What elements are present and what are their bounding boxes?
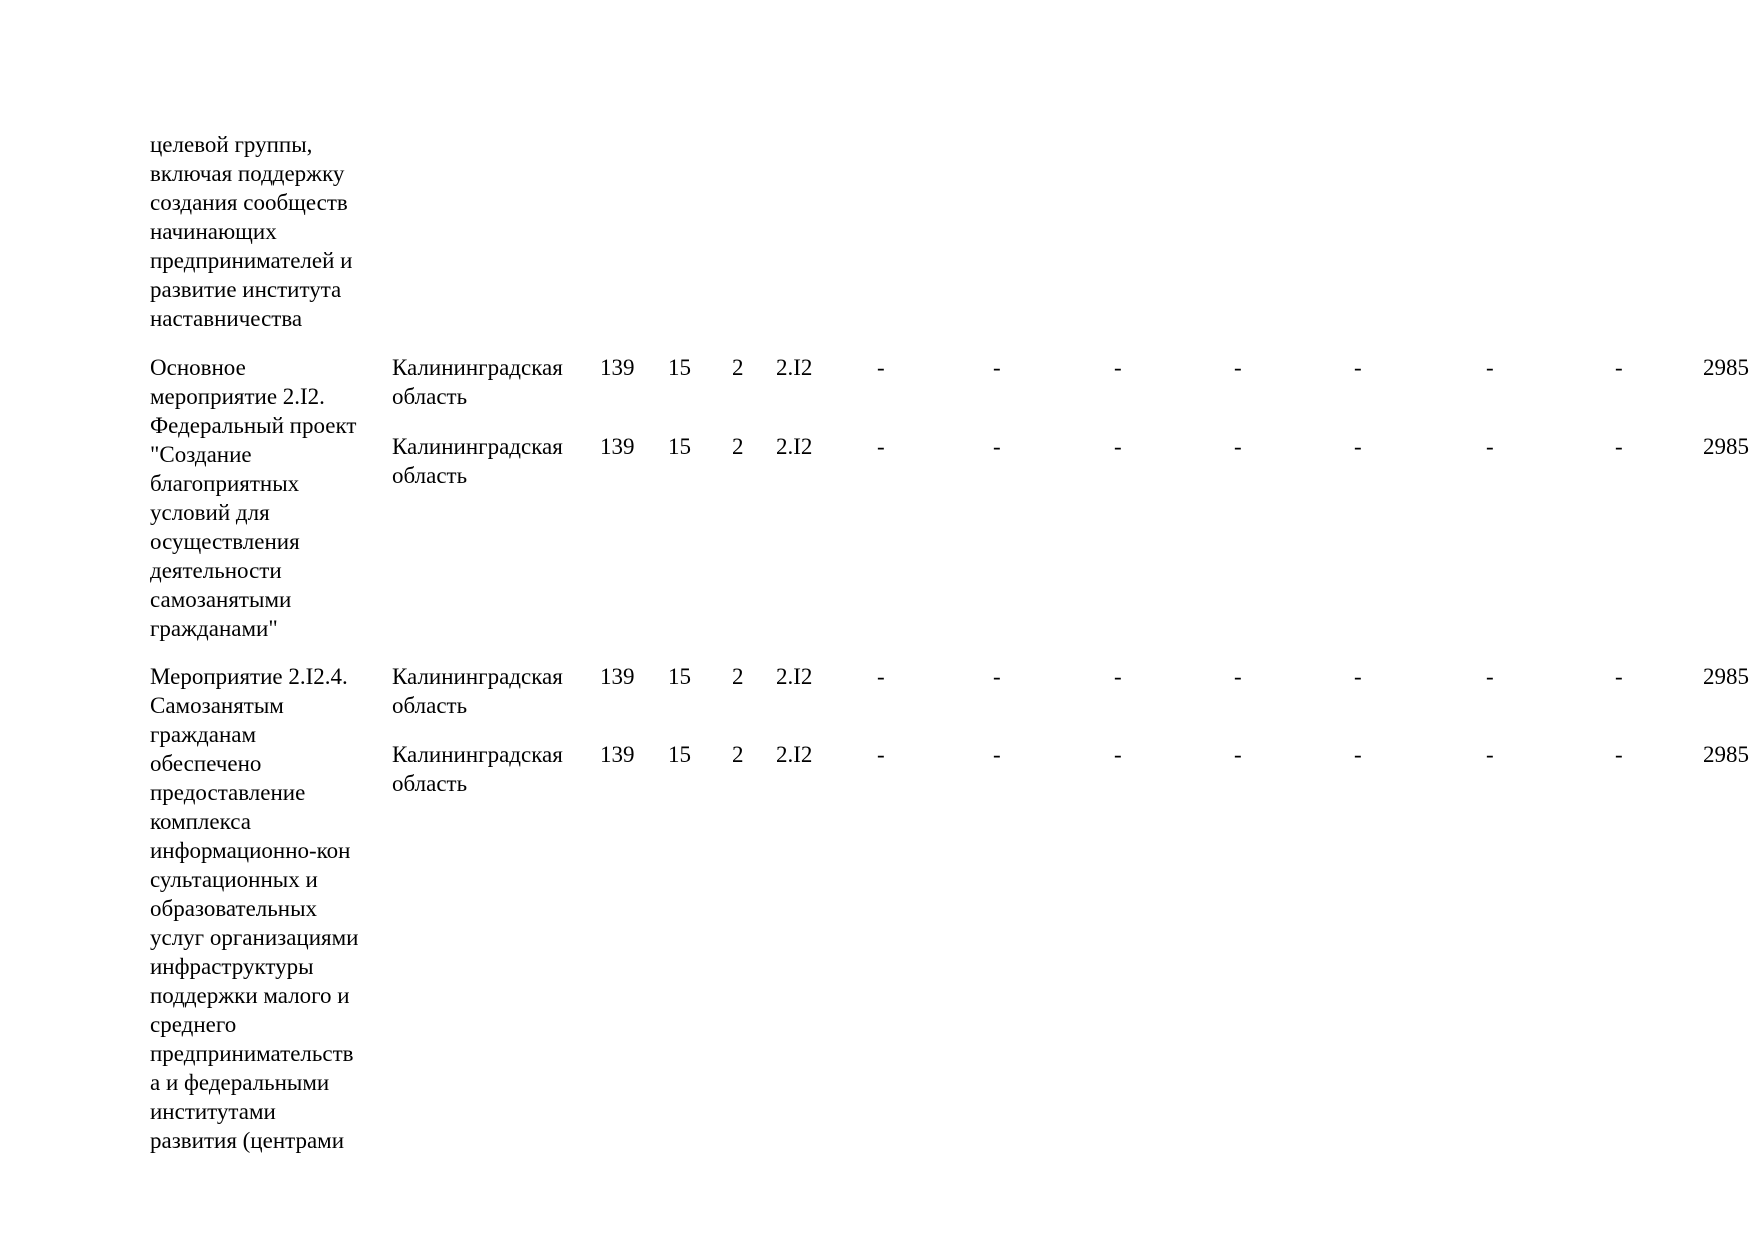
target-group-description: [150, 130, 380, 333]
text-line: осуществления: [150, 529, 300, 554]
dash-cell: -: [993, 742, 1001, 767]
dash-cell: -: [1354, 664, 1362, 689]
text-line: поддержки малого и: [150, 983, 350, 1008]
text-line: Основное: [150, 355, 246, 380]
text-line: развитие института: [150, 277, 342, 302]
region-name: Калининградская: [392, 434, 563, 459]
dash-cell: -: [1486, 664, 1494, 689]
text-line: среднего: [150, 1012, 237, 1037]
dash-cell: -: [877, 742, 885, 767]
text-line: Самозанятым: [150, 693, 284, 718]
dash-cell: -: [1486, 434, 1494, 459]
text-line: начинающих: [150, 219, 277, 244]
text-line: предоставление: [150, 780, 306, 805]
code-cell: 2: [732, 434, 744, 459]
text-line: самозанятыми: [150, 587, 292, 612]
dash-cell: -: [1486, 355, 1494, 380]
code-cell: 2: [732, 355, 744, 380]
region-name: Калининградская: [392, 355, 563, 380]
dash-cell: -: [1615, 434, 1623, 459]
table-row: [0, 662, 1754, 720]
code-cell: 2: [732, 664, 744, 689]
text-line: а и федеральными: [150, 1070, 330, 1095]
table-row: [0, 353, 1754, 411]
code-cell: 15: [668, 664, 691, 689]
region-cell: [392, 432, 592, 490]
region-name: область: [392, 693, 468, 718]
code-cell: 2.I2: [776, 434, 813, 459]
dash-cell: -: [1615, 664, 1623, 689]
text-line: институтами: [150, 1099, 276, 1124]
code-cell: 139: [600, 434, 635, 459]
text-line: гражданами": [150, 616, 278, 641]
table-row: [0, 740, 1754, 798]
text-line: предпринимателей и: [150, 248, 353, 273]
text-line: услуг организациями: [150, 925, 359, 950]
code-cell: 2.I2: [776, 355, 813, 380]
dash-cell: -: [993, 434, 1001, 459]
text-line: инфраструктуры: [150, 954, 314, 979]
code-cell: 139: [600, 355, 635, 380]
table-row: [0, 432, 1754, 490]
dash-cell: -: [1114, 742, 1122, 767]
text-line: наставничества: [150, 306, 303, 331]
dash-cell: -: [877, 355, 885, 380]
amount-cell: 2985: [1703, 664, 1749, 689]
text-line: развития (центрами: [150, 1128, 345, 1153]
amount-cell: 2985: [1703, 434, 1749, 459]
code-cell: 2.I2: [776, 742, 813, 767]
text-line: гражданам: [150, 722, 257, 747]
dash-cell: -: [1234, 742, 1242, 767]
dash-cell: -: [993, 355, 1001, 380]
dash-cell: -: [1234, 355, 1242, 380]
text-line: целевой группы,: [150, 132, 313, 157]
text-line: обеспечено: [150, 751, 262, 776]
text-line: благоприятных: [150, 471, 300, 496]
dash-cell: -: [1354, 434, 1362, 459]
text-line: создания сообществ: [150, 190, 348, 215]
text-line: "Создание: [150, 442, 252, 467]
text-line: сультационных и: [150, 867, 318, 892]
dash-cell: -: [1354, 355, 1362, 380]
code-cell: 15: [668, 434, 691, 459]
text-line: комплекса: [150, 809, 251, 834]
dash-cell: -: [993, 664, 1001, 689]
code-cell: 15: [668, 742, 691, 767]
dash-cell: -: [1234, 434, 1242, 459]
region-name: Калининградская: [392, 742, 563, 767]
region-cell: [392, 740, 592, 798]
dash-cell: -: [1114, 355, 1122, 380]
dash-cell: -: [1615, 742, 1623, 767]
dash-cell: -: [1486, 742, 1494, 767]
region-cell: [392, 353, 592, 411]
region-cell: [392, 662, 592, 720]
code-cell: 2.I2: [776, 664, 813, 689]
dash-cell: -: [877, 434, 885, 459]
code-cell: 15: [668, 355, 691, 380]
code-cell: 139: [600, 742, 635, 767]
text-line: информационно-кон: [150, 838, 351, 863]
dash-cell: -: [877, 664, 885, 689]
region-name: Калининградская: [392, 664, 563, 689]
text-line: включая поддержку: [150, 161, 345, 186]
text-line: деятельности: [150, 558, 282, 583]
dash-cell: -: [1354, 742, 1362, 767]
dash-cell: -: [1234, 664, 1242, 689]
region-name: область: [392, 384, 468, 409]
code-cell: 2: [732, 742, 744, 767]
text-line: Федеральный проект: [150, 413, 357, 438]
region-name: область: [392, 463, 468, 488]
code-cell: 139: [600, 664, 635, 689]
dash-cell: -: [1114, 434, 1122, 459]
text-line: мероприятие 2.I2.: [150, 384, 325, 409]
text-line: образовательных: [150, 896, 318, 921]
event-2i24-description: [150, 662, 380, 1155]
dash-cell: -: [1615, 355, 1623, 380]
dash-cell: -: [1114, 664, 1122, 689]
text-line: предпринимательств: [150, 1041, 354, 1066]
text-line: Мероприятие 2.I2.4.: [150, 664, 348, 689]
text-line: условий для: [150, 500, 270, 525]
amount-cell: 2985: [1703, 355, 1749, 380]
amount-cell: 2985: [1703, 742, 1749, 767]
region-name: область: [392, 771, 468, 796]
